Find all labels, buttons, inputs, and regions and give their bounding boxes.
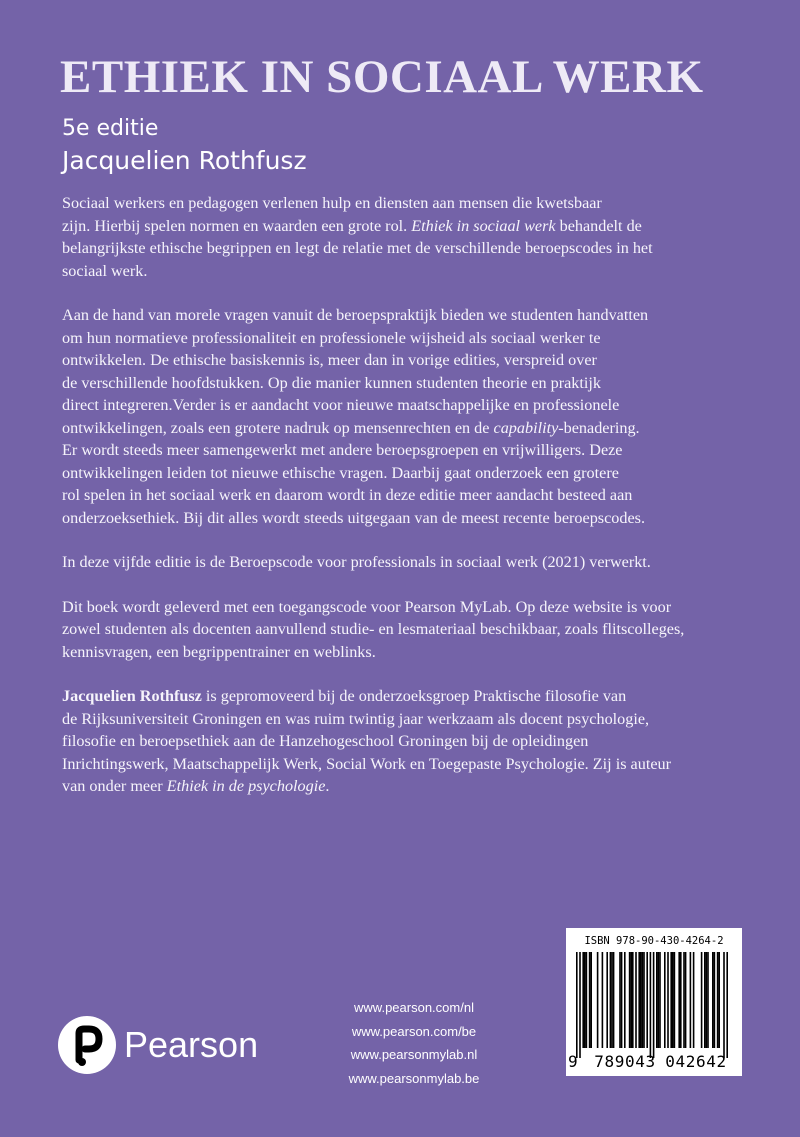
publisher-urls [338,996,490,1090]
blurb-line: In deze vijfde editie is de Beroepscode voor professionals in sociaal werk (2021) verwerkt. [62,553,651,571]
barcode-bar [629,952,631,1048]
blurb-line: Er wordt steeds meer samengewerkt met andere beroepsgroepen en vrijwilligers. Deze [62,441,623,459]
capability-italic: capability [493,418,559,437]
barcode-bar [726,952,728,1058]
barcode-bar [619,952,621,1048]
barcode-bar [678,952,680,1048]
author-bio [62,685,744,798]
barcode-left-digits: 789043 [594,1052,656,1071]
barcode-bar [590,952,592,1048]
barcode-bars [576,952,732,1060]
isbn-label: ISBN 978-90-430-4264-2 [584,935,724,947]
isbn-barcode [566,928,742,1076]
barcode-bar [664,952,666,1048]
blurb-line: zijn. Hierbij spelen normen en waarden een grote rol. Ethiek in sociaal werk behandelt de [62,216,642,235]
barcode-bar [621,952,623,1048]
barcode-bar [674,952,676,1048]
blurb-line: Dit boek wordt geleverd met een toegangscode voor Pearson MyLab. Op deze website is voor [62,597,672,616]
barcode-bar [610,952,612,1048]
barcode-bar [579,952,581,1058]
barcode-bar [707,952,709,1048]
barcode-bar [659,952,661,1048]
barcode-bar [670,952,672,1048]
barcode-bar [602,952,604,1048]
barcode-bar [658,952,660,1048]
blurb [62,192,744,820]
barcode-bar [718,952,720,1048]
other-book-italic: Ethiek in de psychologie [166,777,326,795]
blurb-line: ontwikkelen. De ethische basiskennis is, meer dan in vorige edities, verspreid over [62,351,597,369]
bio-author-name: Jacquelien Rothfusz [62,687,202,705]
barcode-right-digits: 042642 [665,1052,727,1071]
edition-label: 5e editie [62,116,159,141]
barcode-bar [683,952,685,1048]
author-name: Jacquelien Rothfusz [62,146,307,175]
blurb-line: ontwikkelingen leiden tot nieuwe ethische vragen. Daarbij gaat onderzoek een grotere [62,463,619,482]
blurb-line: filosofie en beroepsethiek aan de Hanzehogeschool Groningen bij de opleidingen [62,732,589,750]
barcode-bar [624,952,626,1048]
barcode-bar [640,952,642,1048]
pearson-logo [58,1016,258,1074]
barcode-bar [667,952,669,1048]
barcode-bar [646,952,648,1048]
barcode-bar [693,952,695,1048]
barcode-bar [613,952,615,1048]
barcode-bar [584,952,586,1048]
barcode-bar [701,952,703,1048]
blurb-line: kennisvragen, een begrippentrainer en weblinks. [62,642,376,661]
book-title: ETHIEK IN SOCIAAL WERK [60,51,704,103]
blurb-line: de Rijksuniversiteit Groningen en was ruim twintig jaar werkzaam als docent psychologie, [62,709,650,728]
pearson-p-icon [58,1016,116,1074]
barcode-bar [643,952,645,1048]
barcode-bar [638,952,640,1048]
blurb-line: direct integreren.Verder is er aandacht voor nieuwe maatschappelijke en professionele [62,396,620,414]
barcode-bar [653,952,655,1058]
blurb-line: Inrichtingswerk, Maatschappelijk Werk, Social Work en Toegepaste Psychologie. Zij is auteur [62,754,671,773]
barcode-first-digit: 9 [568,1052,578,1071]
blurb-line: ontwikkelingen, zoals een grotere nadruk op mensenrechten en de capability-benadering. [62,418,640,437]
barcode-bar [630,952,632,1048]
url-pearson-nl[interactable]: www.pearson.com/nl [354,1000,474,1015]
blurb-line: Jacquelien Rothfusz is gepromoveerd bij de onderzoeksgroep Praktische filosofie van [62,687,627,705]
barcode-bar [723,952,725,1058]
url-mylab-be[interactable]: www.pearsonmylab.be [348,1070,480,1086]
barcode-bar [714,952,716,1048]
blurb-paragraph-1 [62,192,744,282]
blurb-paragraph-4 [62,596,744,664]
barcode-bar [632,952,634,1048]
blurb-line: sociaal werk. [62,261,148,280]
barcode-bar [582,952,584,1048]
blurb-paragraph-2 [62,304,744,529]
book-title-italic: Ethiek in sociaal werk [411,216,556,235]
barcode-bar [672,952,674,1048]
barcode-bar [650,952,652,1058]
blurb-line: de verschillende hoofdstukken. Op die manier kunnen studenten theorie en praktijk [62,373,601,392]
barcode-bar [712,952,714,1048]
barcode-bar [685,952,687,1048]
blurb-line: Sociaal werkers en pedagogen verlenen hulp en diensten aan mensen die kwetsbaar [62,194,602,212]
barcode-bar [656,952,658,1048]
barcode-bar [706,952,708,1048]
blurb-line: Aan de hand van morele vragen vanuit de beroepspraktijk bieden we studenten handvatten [62,306,649,324]
barcode-bar [606,952,608,1048]
blurb-line: onderzoeksethiek. Bij dit alles wordt steeds uitgegaan van de meest recente beroepscodes. [62,508,645,527]
barcode-bar [589,952,591,1048]
pearson-wordmark: Pearson [124,1024,259,1065]
barcode-bar [611,952,613,1048]
barcode-bar [717,952,719,1048]
blurb-paragraph-3 [62,551,744,574]
blurb-line: belangrijkste ethische begrippen en legt de relatie met de verschillende beroepscodes in het [62,239,653,257]
barcode-bar [680,952,682,1048]
barcode-bar [576,952,578,1058]
barcode-bar [704,952,706,1048]
barcode-bar [597,952,599,1048]
barcode-bar [635,952,637,1048]
blurb-line: zowel studenten als docenten aanvullend studie- en lesmateriaal beschikbaar, zoals flitscolleges, [62,620,685,638]
blurb-line: van onder meer Ethiek in de psychologie. [62,777,330,795]
barcode-bar [690,952,692,1048]
barcode-bar [586,952,588,1048]
blurb-line: rol spelen in het sociaal werk en daarom wordt in deze editie meer aandacht besteed aan [62,486,633,504]
blurb-line: om hun normatieve professionaliteit en professionele wijsheid als sociaal werker te [62,328,601,347]
url-pearson-be[interactable]: www.pearson.com/be [351,1023,477,1039]
url-mylab-nl[interactable]: www.pearsonmylab.nl [350,1047,478,1062]
barcode-bar [642,952,644,1048]
